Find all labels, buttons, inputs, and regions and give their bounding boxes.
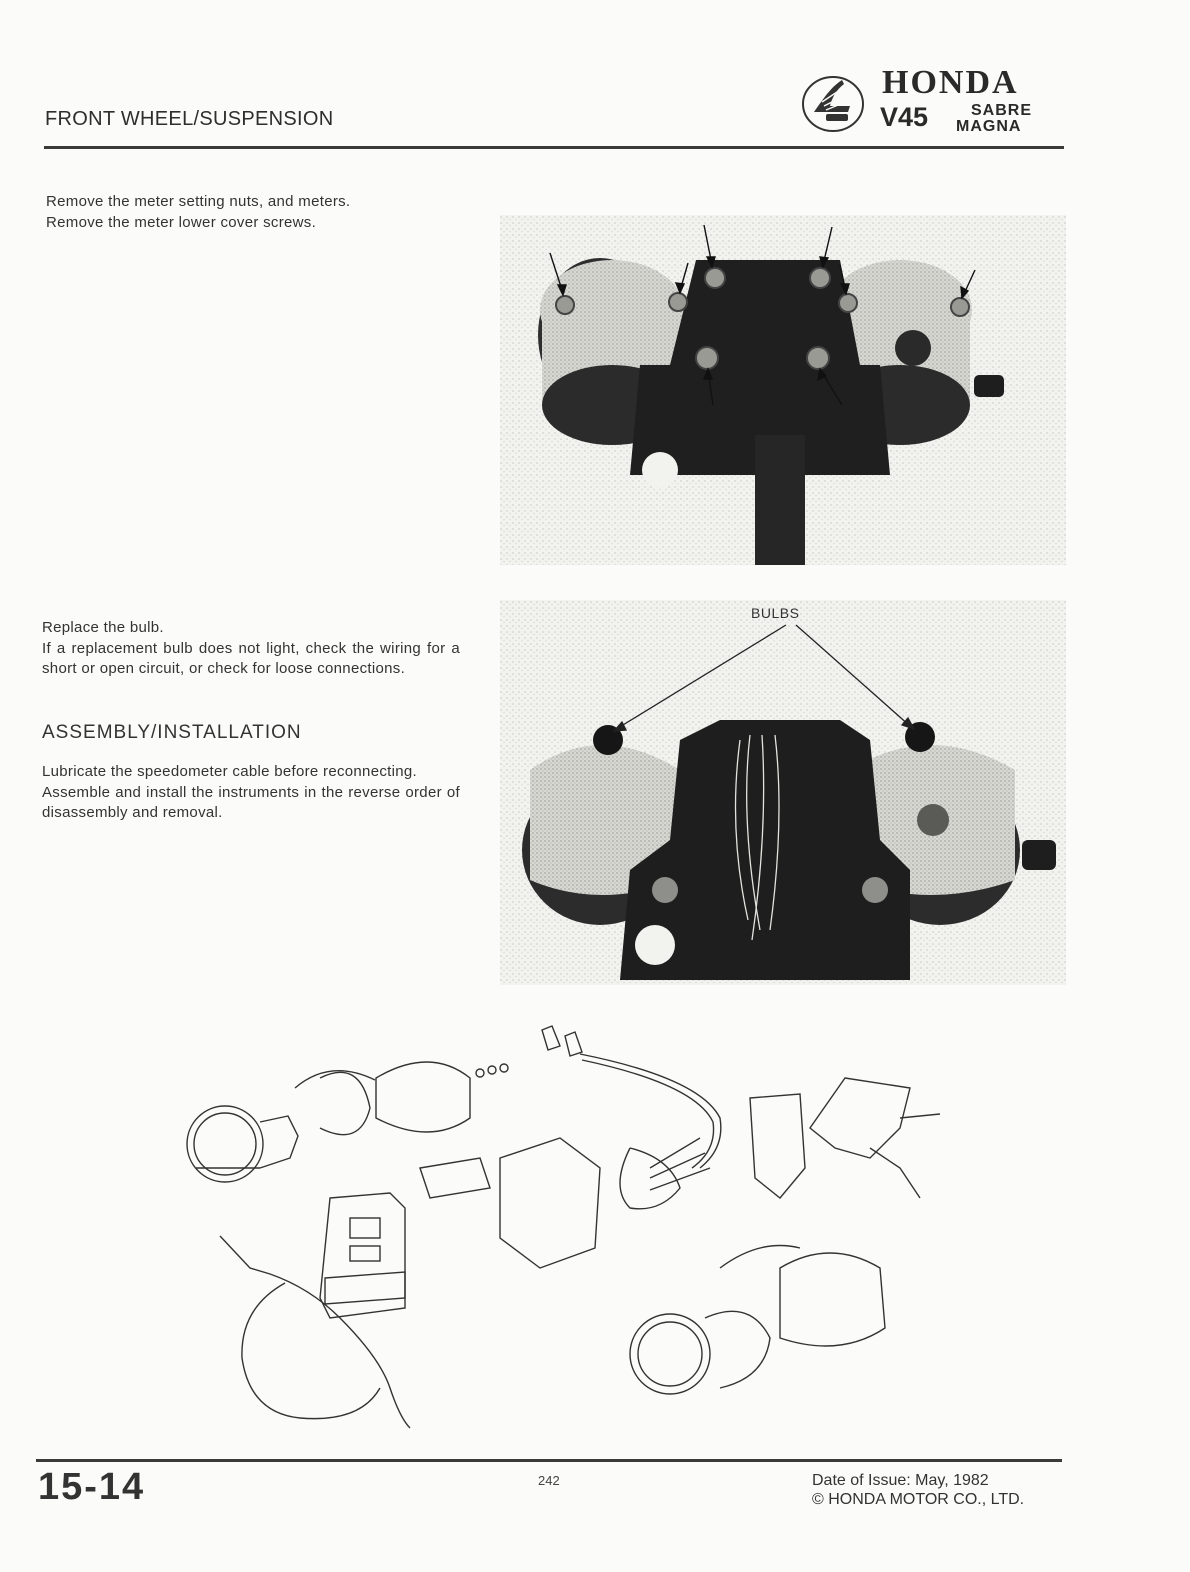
step1-line: Remove the meter setting nuts, and meters. — [46, 193, 351, 210]
honda-logo — [800, 64, 1070, 144]
page-number: 15-14 — [38, 1466, 146, 1508]
bulbs-label: BULBS — [751, 605, 800, 621]
copyright: © HONDA MOTOR CO., LTD. — [812, 1491, 1025, 1508]
model-variant-sabre: SABRE — [971, 102, 1033, 119]
issue-info — [812, 1471, 1024, 1509]
model-name: V45 — [880, 102, 929, 132]
footer-rule — [36, 1459, 1062, 1462]
step2-text — [42, 618, 460, 680]
meter-bulbs-photo — [500, 600, 1066, 985]
model-variant-magna: MAGNA — [956, 118, 1022, 135]
brand-name: HONDA — [882, 64, 1019, 101]
assembly-line: Lubricate the speedometer cable before reconnecting. — [42, 763, 417, 780]
issue-date: Date of Issue: May, 1982 — [812, 1472, 989, 1489]
assembly-heading: ASSEMBLY/INSTALLATION — [42, 722, 302, 743]
assembly-text — [42, 762, 460, 824]
step2-line: Replace the bulb. — [42, 619, 164, 636]
meter-setting-nuts-photo — [500, 215, 1066, 565]
section-title: FRONT WHEEL/SUSPENSION — [45, 108, 334, 130]
step1-text — [46, 192, 466, 233]
honda-wing-logo-icon — [800, 68, 866, 134]
printed-page-number: 242 — [538, 1473, 560, 1488]
step2-line: If a replacement bulb does not light, check the wiring for a short or open circuit, or check for loose connections. — [42, 639, 460, 677]
step1-line: Remove the meter lower cover screws. — [46, 213, 317, 231]
header-rule — [44, 146, 1064, 149]
instrument-exploded-diagram — [180, 1018, 940, 1443]
assembly-line: Assemble and install the instruments in the reverse order of disassembly and removal. — [42, 783, 460, 821]
